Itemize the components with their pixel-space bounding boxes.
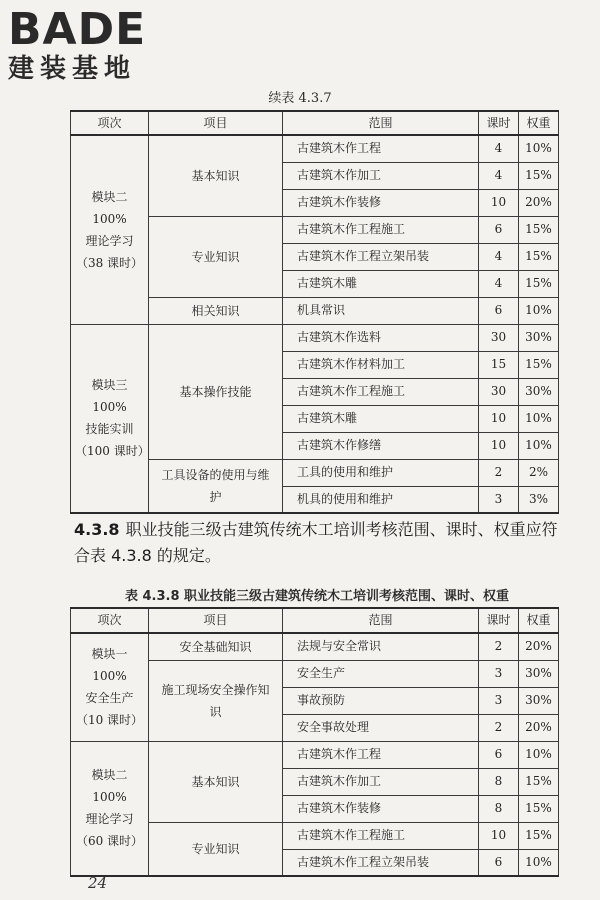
column-header: 范围 bbox=[283, 608, 479, 633]
column-header: 权重 bbox=[519, 111, 559, 135]
module-label-line: （100 课时） bbox=[75, 444, 150, 459]
scope-cell: 安全事故处理 bbox=[283, 714, 479, 741]
weight-cell: 10% bbox=[519, 432, 559, 459]
scope-cell: 事故预防 bbox=[283, 687, 479, 714]
item-cell: 专业知识 bbox=[149, 216, 283, 297]
hours-cell: 10 bbox=[479, 432, 519, 459]
module-label-line: 理论学习 bbox=[85, 233, 134, 248]
hours-cell: 3 bbox=[479, 687, 519, 714]
weight-cell: 15% bbox=[519, 270, 559, 297]
hours-cell: 3 bbox=[479, 660, 519, 687]
weight-cell: 10% bbox=[519, 849, 559, 876]
module-cell bbox=[71, 633, 149, 741]
hours-cell: 15 bbox=[479, 351, 519, 378]
course-table-4-3-8 bbox=[70, 607, 559, 877]
weight-cell: 30% bbox=[519, 378, 559, 405]
module-cell bbox=[71, 135, 149, 324]
scope-cell: 古建筑木雕 bbox=[283, 270, 479, 297]
scope-cell: 古建筑木作装修 bbox=[283, 189, 479, 216]
table-header-row bbox=[71, 111, 559, 135]
module-label-line: 模块三 100% bbox=[91, 378, 128, 415]
weight-cell: 20% bbox=[519, 633, 559, 660]
table-header-row bbox=[71, 608, 559, 633]
clause-4-3-8 bbox=[74, 517, 560, 569]
weight-cell: 15% bbox=[519, 243, 559, 270]
weight-cell: 10% bbox=[519, 297, 559, 324]
clause-text: 职业技能三级古建筑传统木工培训考核范围、课时、权重应符合表 4.3.8 的规定。 bbox=[74, 520, 558, 565]
hours-cell: 30 bbox=[479, 378, 519, 405]
column-header: 项次 bbox=[71, 608, 149, 633]
hours-cell: 8 bbox=[479, 795, 519, 822]
hours-cell: 6 bbox=[479, 216, 519, 243]
item-cell: 基本知识 bbox=[149, 135, 283, 216]
item-cell: 相关知识 bbox=[149, 297, 283, 324]
hours-cell: 2 bbox=[479, 714, 519, 741]
hours-cell: 10 bbox=[479, 822, 519, 849]
item-cell: 专业知识 bbox=[149, 822, 283, 876]
item-cell: 基本操作技能 bbox=[149, 324, 283, 459]
module-label-line: 技能实训 bbox=[85, 422, 134, 437]
scope-cell: 机具的使用和维护 bbox=[283, 486, 479, 513]
weight-cell: 15% bbox=[519, 351, 559, 378]
scope-cell: 古建筑木雕 bbox=[283, 405, 479, 432]
column-header: 项目 bbox=[149, 111, 283, 135]
table-row bbox=[71, 741, 559, 768]
weight-cell: 2% bbox=[519, 459, 559, 486]
column-header: 项目 bbox=[149, 608, 283, 633]
course-table-continued bbox=[70, 110, 559, 514]
hours-cell: 8 bbox=[479, 768, 519, 795]
hours-cell: 4 bbox=[479, 243, 519, 270]
weight-cell: 10% bbox=[519, 405, 559, 432]
weight-cell: 30% bbox=[519, 324, 559, 351]
weight-cell: 15% bbox=[519, 795, 559, 822]
module-label-line: 模块二 100% bbox=[91, 189, 128, 226]
column-header: 权重 bbox=[519, 608, 559, 633]
scope-cell: 古建筑木作工程施工 bbox=[283, 216, 479, 243]
weight-cell: 15% bbox=[519, 768, 559, 795]
scope-cell: 古建筑木作工程施工 bbox=[283, 822, 479, 849]
table-caption-continued: 续表 4.3.7 bbox=[268, 91, 332, 106]
column-header: 课时 bbox=[479, 608, 519, 633]
item-cell: 工具设备的使用与维护 bbox=[149, 459, 283, 513]
hours-cell: 4 bbox=[479, 270, 519, 297]
module-label-line: （38 课时） bbox=[75, 255, 144, 270]
weight-cell: 10% bbox=[519, 741, 559, 768]
hours-cell: 30 bbox=[479, 324, 519, 351]
hours-cell: 2 bbox=[479, 459, 519, 486]
weight-cell: 15% bbox=[519, 216, 559, 243]
scope-cell: 古建筑木作加工 bbox=[283, 162, 479, 189]
item-cell: 基本知识 bbox=[149, 741, 283, 822]
logo-chinese-name: 建装基地 bbox=[8, 54, 137, 84]
module-label-line: （60 课时） bbox=[75, 834, 144, 849]
scope-cell: 古建筑木作工程 bbox=[283, 741, 479, 768]
weight-cell: 3% bbox=[519, 486, 559, 513]
scope-cell: 古建筑木作工程施工 bbox=[283, 378, 479, 405]
scope-cell: 古建筑木作工程 bbox=[283, 135, 479, 162]
module-label-line: （10 课时） bbox=[75, 713, 144, 728]
item-cell: 施工现场安全操作知识 bbox=[149, 660, 283, 741]
page-number: 24 bbox=[88, 874, 108, 892]
hours-cell: 4 bbox=[479, 135, 519, 162]
hours-cell: 3 bbox=[479, 486, 519, 513]
scope-cell: 古建筑木作装修 bbox=[283, 795, 479, 822]
bade-logo bbox=[8, 4, 178, 86]
module-label-line: 模块二 100% bbox=[91, 768, 128, 805]
weight-cell: 30% bbox=[519, 687, 559, 714]
hours-cell: 2 bbox=[479, 633, 519, 660]
table-caption-4-3-8: 表 4.3.8 职业技能三级古建筑传统木工培训考核范围、课时、权重 bbox=[124, 589, 510, 604]
weight-cell: 10% bbox=[519, 135, 559, 162]
module-label-line: 安全生产 bbox=[85, 691, 134, 706]
weight-cell: 15% bbox=[519, 822, 559, 849]
column-header: 课时 bbox=[479, 111, 519, 135]
hours-cell: 4 bbox=[479, 162, 519, 189]
module-cell bbox=[71, 741, 149, 876]
hours-cell: 6 bbox=[479, 849, 519, 876]
hours-cell: 10 bbox=[479, 189, 519, 216]
scope-cell: 机具常识 bbox=[283, 297, 479, 324]
table-row bbox=[71, 633, 559, 660]
hours-cell: 10 bbox=[479, 405, 519, 432]
scope-cell: 古建筑木作修缮 bbox=[283, 432, 479, 459]
item-cell: 安全基础知识 bbox=[149, 633, 283, 660]
table-row bbox=[71, 135, 559, 162]
clause-number: 4.3.8 bbox=[74, 520, 120, 539]
scope-cell: 安全生产 bbox=[283, 660, 479, 687]
column-header: 范围 bbox=[283, 111, 479, 135]
hours-cell: 6 bbox=[479, 741, 519, 768]
module-label-line: 模块一 100% bbox=[91, 647, 128, 684]
scope-cell: 法规与安全常识 bbox=[283, 633, 479, 660]
scope-cell: 古建筑木作材料加工 bbox=[283, 351, 479, 378]
weight-cell: 20% bbox=[519, 714, 559, 741]
table-row bbox=[71, 324, 559, 351]
weight-cell: 15% bbox=[519, 162, 559, 189]
hours-cell: 6 bbox=[479, 297, 519, 324]
weight-cell: 30% bbox=[519, 660, 559, 687]
scope-cell: 古建筑木作工程立架吊装 bbox=[283, 243, 479, 270]
scope-cell: 工具的使用和维护 bbox=[283, 459, 479, 486]
weight-cell: 20% bbox=[519, 189, 559, 216]
scope-cell: 古建筑木作加工 bbox=[283, 768, 479, 795]
column-header: 项次 bbox=[71, 111, 149, 135]
scope-cell: 古建筑木作选料 bbox=[283, 324, 479, 351]
scope-cell: 古建筑木作工程立架吊装 bbox=[283, 849, 479, 876]
logo-wordmark: BADE bbox=[8, 4, 147, 55]
module-cell bbox=[71, 324, 149, 513]
module-label-line: 理论学习 bbox=[85, 812, 134, 827]
